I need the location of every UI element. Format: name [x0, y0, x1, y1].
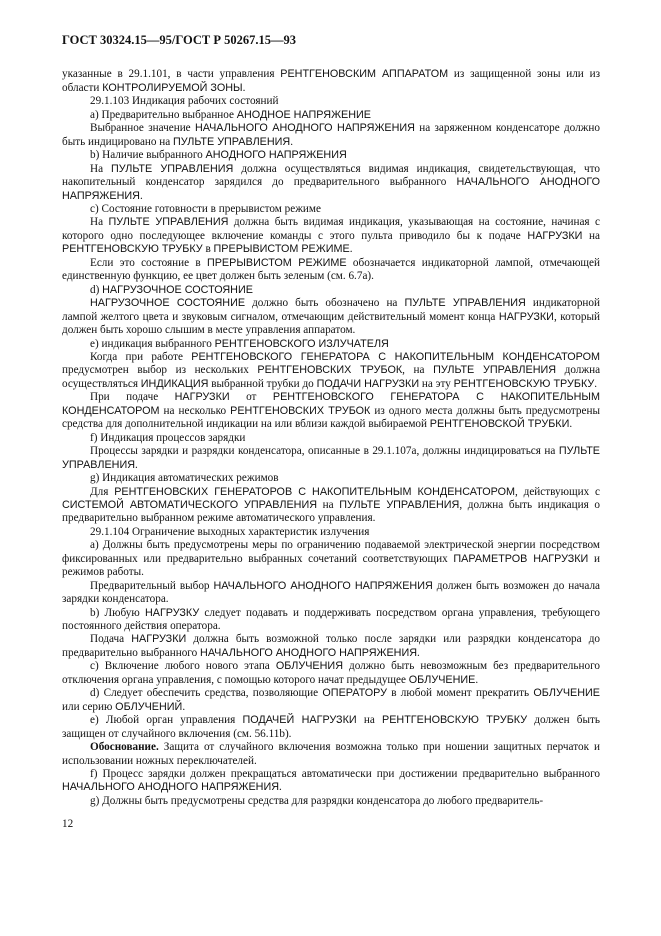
- text-run: обозначается индикаторной лампой, отмечающей единственную функцию, ее цвет должен быть зеленым (см. 6.7a).: [62, 256, 600, 283]
- text-run: на: [582, 229, 601, 242]
- text-run: АНОДНОГО НАПРЯЖЕНИЯ: [205, 149, 347, 162]
- text-run: НАГРУЗКУ: [144, 606, 200, 619]
- text-run: d): [90, 283, 103, 296]
- text-run: НАГРУЗКИ: [527, 229, 583, 242]
- paragraph: [62, 741, 600, 768]
- text-run: РЕНТГЕНОВСКИХ ГЕНЕРАТОРОВ С НАКОПИТЕЛЬНЫМ КОНДЕНСАТОРОМ: [114, 485, 515, 498]
- text-run: ОПЕРАТОРУ: [322, 687, 387, 700]
- text-run: РЕНТГЕНОВСКОГО ГЕНЕРАТОРА С НАКОПИТЕЛЬНЫМ КОНДЕНСАТОРОМ: [191, 350, 600, 363]
- text-run: b) Любую: [90, 606, 145, 619]
- paragraph: [62, 95, 600, 108]
- text-run: ПУЛЬТЕ УПРАВЛЕНИЯ: [433, 364, 557, 377]
- paragraph: [62, 660, 600, 687]
- text-run: РЕНТГЕНОВСКИМ АППАРАТОМ: [280, 68, 449, 81]
- text-run: из защищенной зоны или из области: [62, 68, 600, 94]
- page-header: ГОСТ 30324.15—95/ГОСТ Р 50267.15—93: [62, 33, 296, 47]
- text-run: b) Наличие выбранного: [90, 149, 206, 162]
- text-run: Процессы зарядки и разрядки конденсатора, описанные в 29.1.107a, должны индицироваться на: [90, 445, 559, 458]
- text-run: c) Включение любого нового этапа: [90, 660, 276, 673]
- paragraph: [62, 687, 600, 714]
- paragraph: [62, 122, 600, 149]
- paragraph: [62, 795, 600, 808]
- text-run: .: [594, 377, 598, 390]
- text-run: ПРЕРЫВИСТОМ РЕЖИМЕ: [206, 256, 347, 269]
- paragraph: [62, 526, 600, 539]
- text-run: ПУЛЬТЕ УПРАВЛЕНИЯ: [339, 498, 460, 511]
- text-run: a) Должны быть предусмотрены меры по ограничению подаваемой электрической энергии посредством фиксированных или предварительно выбранных сочетаний соответствующих: [62, 539, 600, 565]
- text-run: .: [139, 189, 143, 202]
- text-run: АНОДНОЕ НАПРЯЖЕНИЕ: [236, 108, 371, 121]
- text-run: Подача: [90, 633, 132, 646]
- text-run: Обоснование.: [90, 741, 159, 754]
- text-run: или серию: [62, 700, 116, 713]
- page-number: 12: [62, 818, 74, 831]
- text-run: должно быть обозначено на: [245, 297, 405, 310]
- text-run: ПУЛЬТЕ УПРАВЛЕНИЯ: [111, 162, 234, 175]
- text-run: ПОДАЧЕЙ НАГРУЗКИ: [242, 714, 357, 727]
- text-run: a) Предварительно выбранное: [90, 108, 237, 121]
- text-run: ПУЛЬТЕ УПРАВЛЕНИЯ: [404, 297, 526, 310]
- text-run: должна осуществляться видимая индикация, свидетельствующая, что накопительный конденсатор зарядился до предварительного выбранного: [62, 162, 601, 189]
- text-run: от: [229, 391, 273, 404]
- paragraph: [62, 338, 600, 351]
- text-run: НАГРУЗОЧНОЕ СОСТОЯНИЕ: [102, 283, 253, 296]
- text-run: РЕНТГЕНОВСКОГО ИЗЛУЧАТЕЛЯ: [214, 337, 389, 350]
- paragraph: [62, 486, 600, 526]
- text-run: .: [242, 81, 246, 94]
- document-page: [62, 34, 600, 832]
- text-run: и режимов работы.: [62, 552, 600, 579]
- text-run: СИСТЕМОЙ АВТОМАТИЧЕСКОГО УПРАВЛЕНИЯ: [62, 498, 317, 511]
- text-run: ОБЛУЧЕНИЯ: [275, 660, 343, 673]
- text-run: предусмотрен выбор из нескольких: [62, 364, 258, 377]
- paragraph: [62, 607, 600, 634]
- text-run: следует подавать и поддерживать посредством органа управления, требующего постоянного действия оператора.: [62, 606, 601, 633]
- text-run: Если это состояние в: [90, 256, 207, 269]
- text-run: в: [202, 243, 214, 256]
- text-run: ОБЛУЧЕНИЕ: [408, 673, 476, 686]
- text-run: .: [349, 243, 353, 256]
- paragraph: [62, 580, 600, 607]
- text-run: в любой момент прекратить: [386, 687, 534, 700]
- text-run: При подаче: [90, 391, 175, 404]
- text-run: c) Состояние готовности в прерывистом режиме: [90, 202, 321, 215]
- text-run: НАЧАЛЬНОГО АНОДНОГО НАПРЯЖЕНИЯ: [200, 646, 418, 659]
- text-run: ПУЛЬТЕ УПРАВЛЕНИЯ: [108, 216, 229, 229]
- text-run: ПАРАМЕТРОВ НАГРУЗКИ: [453, 552, 589, 565]
- text-run: ПУЛЬТЕ УПРАВЛЕНИЯ: [62, 445, 600, 471]
- text-run: должен быть защищен от случайного включения (см. 56.11b).: [62, 714, 600, 740]
- text-run: ПОДАЧИ НАГРУЗКИ: [316, 377, 420, 390]
- text-run: индикаторной лампой желтого цвета и звуковым сигналом, отмечающим действительный момент конца: [62, 297, 600, 323]
- text-run: ИНДИКАЦИЯ: [140, 377, 209, 390]
- paragraph: [62, 351, 600, 391]
- text-run: 29.1.103 Индикация рабочих состояний: [90, 95, 279, 108]
- paragraph: [62, 163, 600, 203]
- text-run: .: [182, 700, 186, 713]
- text-run: РЕНТГЕНОВСКОГО ГЕНЕРАТОРА С НАКОПИТЕЛЬНЫМ КОНДЕНСАТОРОМ: [62, 391, 600, 417]
- text-run: f) Процесс зарядки должен прекращаться автоматически при достижении предварительно выбранного: [90, 768, 600, 781]
- text-run: КОНТРОЛИРУЕМОЙ ЗОНЫ: [102, 81, 243, 94]
- text-run: .: [475, 673, 479, 686]
- paragraph: [62, 68, 600, 95]
- paragraph: [62, 391, 600, 431]
- text-run: РЕНТГЕНОВСКУЮ ТРУБКУ: [62, 243, 203, 256]
- paragraph: [62, 768, 600, 795]
- text-run: Предварительный выбор: [90, 579, 214, 592]
- text-run: РЕНТГЕНОВСКОЙ ТРУБКИ: [429, 418, 570, 431]
- text-run: g) Индикация автоматических режимов: [90, 472, 279, 485]
- text-run: выбранной трубки до: [208, 377, 317, 390]
- document-body: [62, 68, 600, 808]
- text-run: должен быть возможен до начала зарядки конденсатора.: [62, 579, 600, 606]
- paragraph: [62, 539, 600, 579]
- paragraph: [62, 432, 600, 445]
- text-run: РЕНТГЕНОВСКУЮ ТРУБКУ: [453, 377, 595, 390]
- text-run: .: [417, 646, 420, 659]
- text-run: НАЧАЛЬНОГО АНОДНОГО НАПРЯЖЕНИЯ: [62, 781, 280, 794]
- paragraph: [62, 297, 600, 337]
- text-run: , действующих с: [514, 485, 600, 498]
- text-run: .: [290, 135, 294, 148]
- text-run: Когда при работе: [90, 350, 192, 363]
- paragraph: [62, 149, 600, 162]
- text-run: НАГРУЗОЧНОЕ СОСТОЯНИЕ: [90, 297, 246, 310]
- paragraph: [62, 284, 600, 297]
- text-run: На: [90, 162, 112, 175]
- text-run: f) Индикация процессов зарядки: [90, 431, 246, 444]
- text-run: НАГРУЗКИ: [174, 391, 230, 404]
- text-run: НАГРУЗКИ: [498, 310, 554, 323]
- text-run: , на: [402, 364, 434, 377]
- text-run: указанные в 29.1.101, в части управления: [62, 68, 281, 81]
- text-run: НАЧАЛЬНОГО АНОДНОГО НАПРЯЖЕНИЯ: [213, 579, 433, 592]
- text-run: ПРЕРЫВИСТОМ РЕЖИМЕ: [213, 243, 350, 256]
- text-run: должна быть видимая индикация, указывающая на состояние, начиная с которого одно последующее включение команды с этого пульта приводило бы к подаче: [62, 216, 601, 242]
- text-run: , должна быть индикация о предварительно выбранном режиме автоматического управления.: [62, 498, 601, 525]
- text-run: .: [569, 418, 573, 431]
- text-run: на эту: [419, 377, 454, 390]
- text-run: Для: [90, 485, 115, 498]
- text-run: РЕНТГЕНОВСКИХ ТРУБОК: [230, 404, 371, 417]
- text-run: e) индикация выбранного: [90, 337, 215, 350]
- text-run: Выбранное значение: [90, 122, 195, 135]
- text-run: ОБЛУЧЕНИЕ: [533, 687, 600, 700]
- text-run: .: [135, 458, 138, 471]
- text-run: e) Любой орган управления: [90, 714, 243, 727]
- text-run: РЕНТГЕНОВСКИХ ТРУБОК: [257, 364, 403, 377]
- paragraph: [62, 257, 600, 284]
- text-run: Защита от случайного включения возможна только при ношении защитных перчаток и использовании ножных переключателей.: [62, 741, 600, 767]
- text-run: d) Следует обеспечить средства, позволяющие: [90, 687, 323, 700]
- paragraph: [62, 109, 600, 122]
- paragraph: [62, 216, 600, 256]
- text-run: , который должен быть хорошо слышим в месте управления аппаратом.: [62, 310, 600, 337]
- text-run: на заряженном конденсаторе должно быть индицировано на: [62, 122, 600, 148]
- text-run: 29.1.104 Ограничение выходных характеристик излучения: [90, 525, 370, 538]
- text-run: из одного места должны быть предусмотрены средства для дополнительной индикации на или вблизи каждой выбираемой: [62, 404, 600, 431]
- text-run: ОБЛУЧЕНИЙ: [115, 700, 183, 713]
- text-run: должна быть возможной только после зарядки или разрядки конденсатора до предварительно выбранного: [62, 633, 600, 659]
- text-run: должно быть невозможным без предварительного отключения органа управления, с помощью которого начат предыдущее: [62, 660, 600, 686]
- text-run: НАЧАЛЬНОГО АНОДНОГО НАПРЯЖЕНИЯ: [62, 176, 600, 202]
- paragraph: [62, 472, 600, 485]
- text-run: НАГРУЗКИ: [131, 633, 187, 646]
- text-run: g) Должны быть предусмотрены средства для разрядки конденсатора до любого предваритель-: [90, 794, 544, 807]
- text-run: должна осуществляться: [62, 364, 601, 390]
- text-run: .: [279, 781, 282, 794]
- text-run: на: [356, 714, 383, 727]
- text-run: РЕНТГЕНОВСКУЮ ТРУБКУ: [382, 714, 528, 727]
- text-run: на: [317, 498, 340, 511]
- paragraph: [62, 714, 600, 741]
- paragraph: [62, 445, 600, 472]
- text-run: НАЧАЛЬНОГО АНОДНОГО НАПРЯЖЕНИЯ: [194, 122, 415, 135]
- paragraph: [62, 203, 600, 216]
- text-run: на несколько: [159, 404, 231, 417]
- text-run: На: [90, 216, 109, 229]
- text-run: ПУЛЬТЕ УПРАВЛЕНИЯ: [173, 135, 291, 148]
- paragraph: [62, 633, 600, 660]
